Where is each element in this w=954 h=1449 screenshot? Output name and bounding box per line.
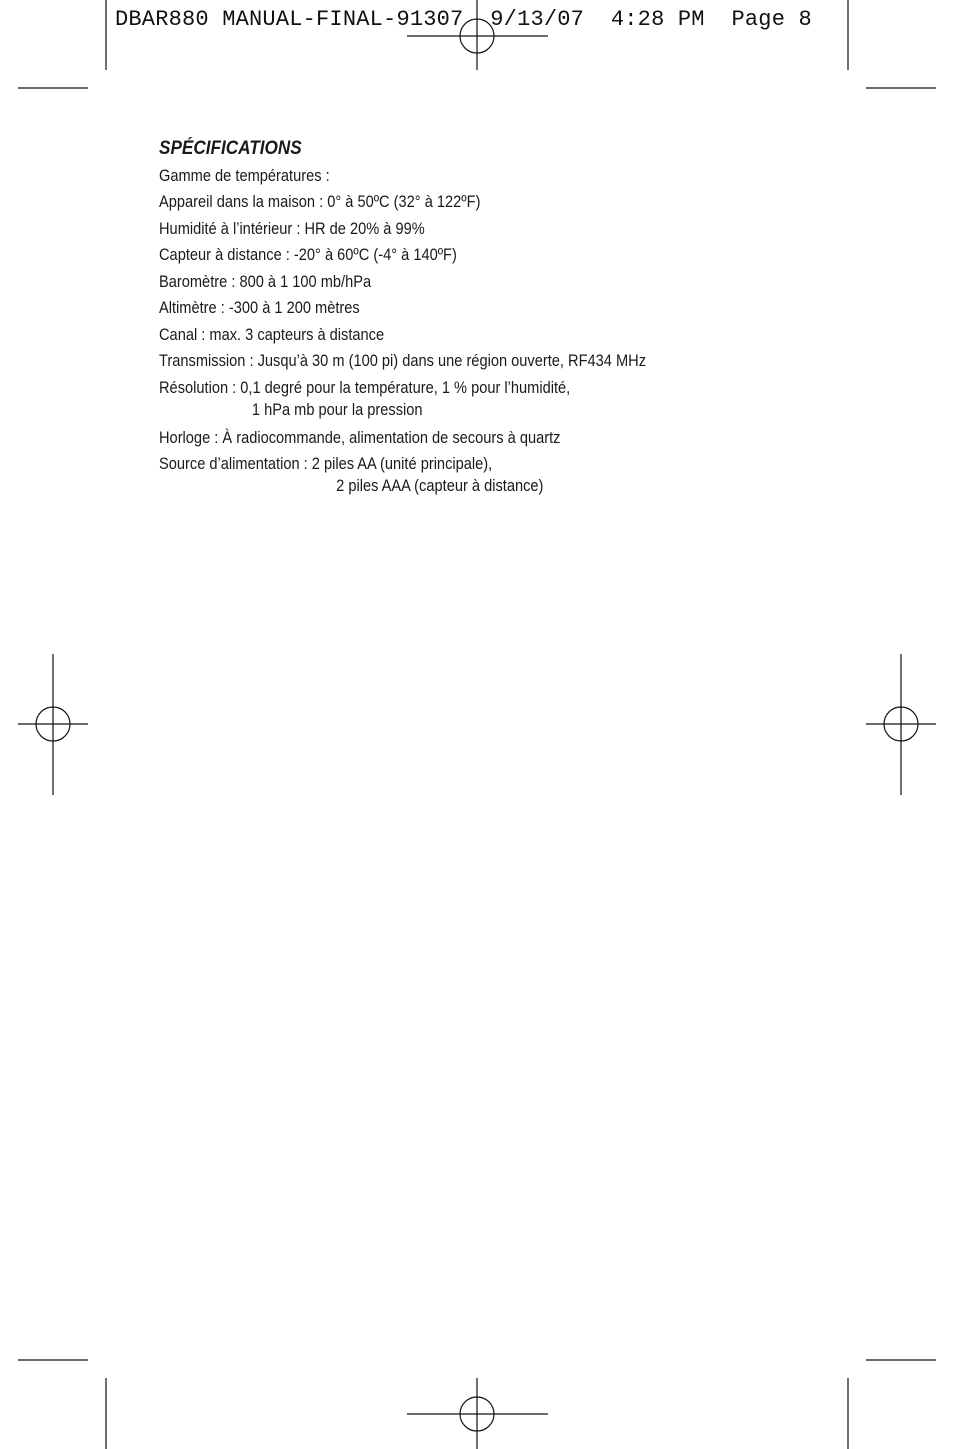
resolution-line-2: 1 hPa mb pour la pression [251,399,423,419]
registration-mark-right [866,654,936,795]
temperature-range-label: Gamme de températures : [159,165,330,185]
power-source-spec [159,453,709,497]
specifications-heading: SPÉCIFICATIONS [159,138,302,159]
clock-spec: Horloge : À radiocommande, alimentation de secours à quartz [159,427,561,447]
remote-sensor-spec: Capteur à distance : -20° à 60ºC (-4° à 140ºF) [159,245,457,264]
altimeter-spec: Altimètre : -300 à 1 200 mètres [159,298,360,317]
barometer-spec: Baromètre : 800 à 1 100 mb/hPa [159,271,372,291]
transmission-spec: Transmission : Jusqu’à 30 m (100 pi) dans une région ouverte, RF434 MHz [159,351,647,370]
specifications-section [159,136,709,501]
registration-mark-left [18,654,88,795]
resolution-line-1: Résolution : 0,1 degré pour la température, 1 % pour l’humidité, [159,377,571,397]
power-source-line-2: 2 piles AAA (capteur à distance) [336,476,544,495]
registration-mark-bottom [407,1378,548,1449]
indoor-unit-spec: Appareil dans la maison : 0° à 50ºC (32° à 122ºF) [159,192,481,211]
power-source-line-1: Source d’alimentation : 2 piles AA (unité principale), [159,454,493,473]
print-slug: DBAR880 MANUAL-FINAL-91307 9/13/07 4:28 PM Page 8 [115,7,812,32]
resolution-spec [159,377,709,421]
channel-spec: Canal : max. 3 capteurs à distance [159,324,385,344]
indoor-humidity-spec: Humidité à l’intérieur : HR de 20% à 99% [159,218,425,238]
